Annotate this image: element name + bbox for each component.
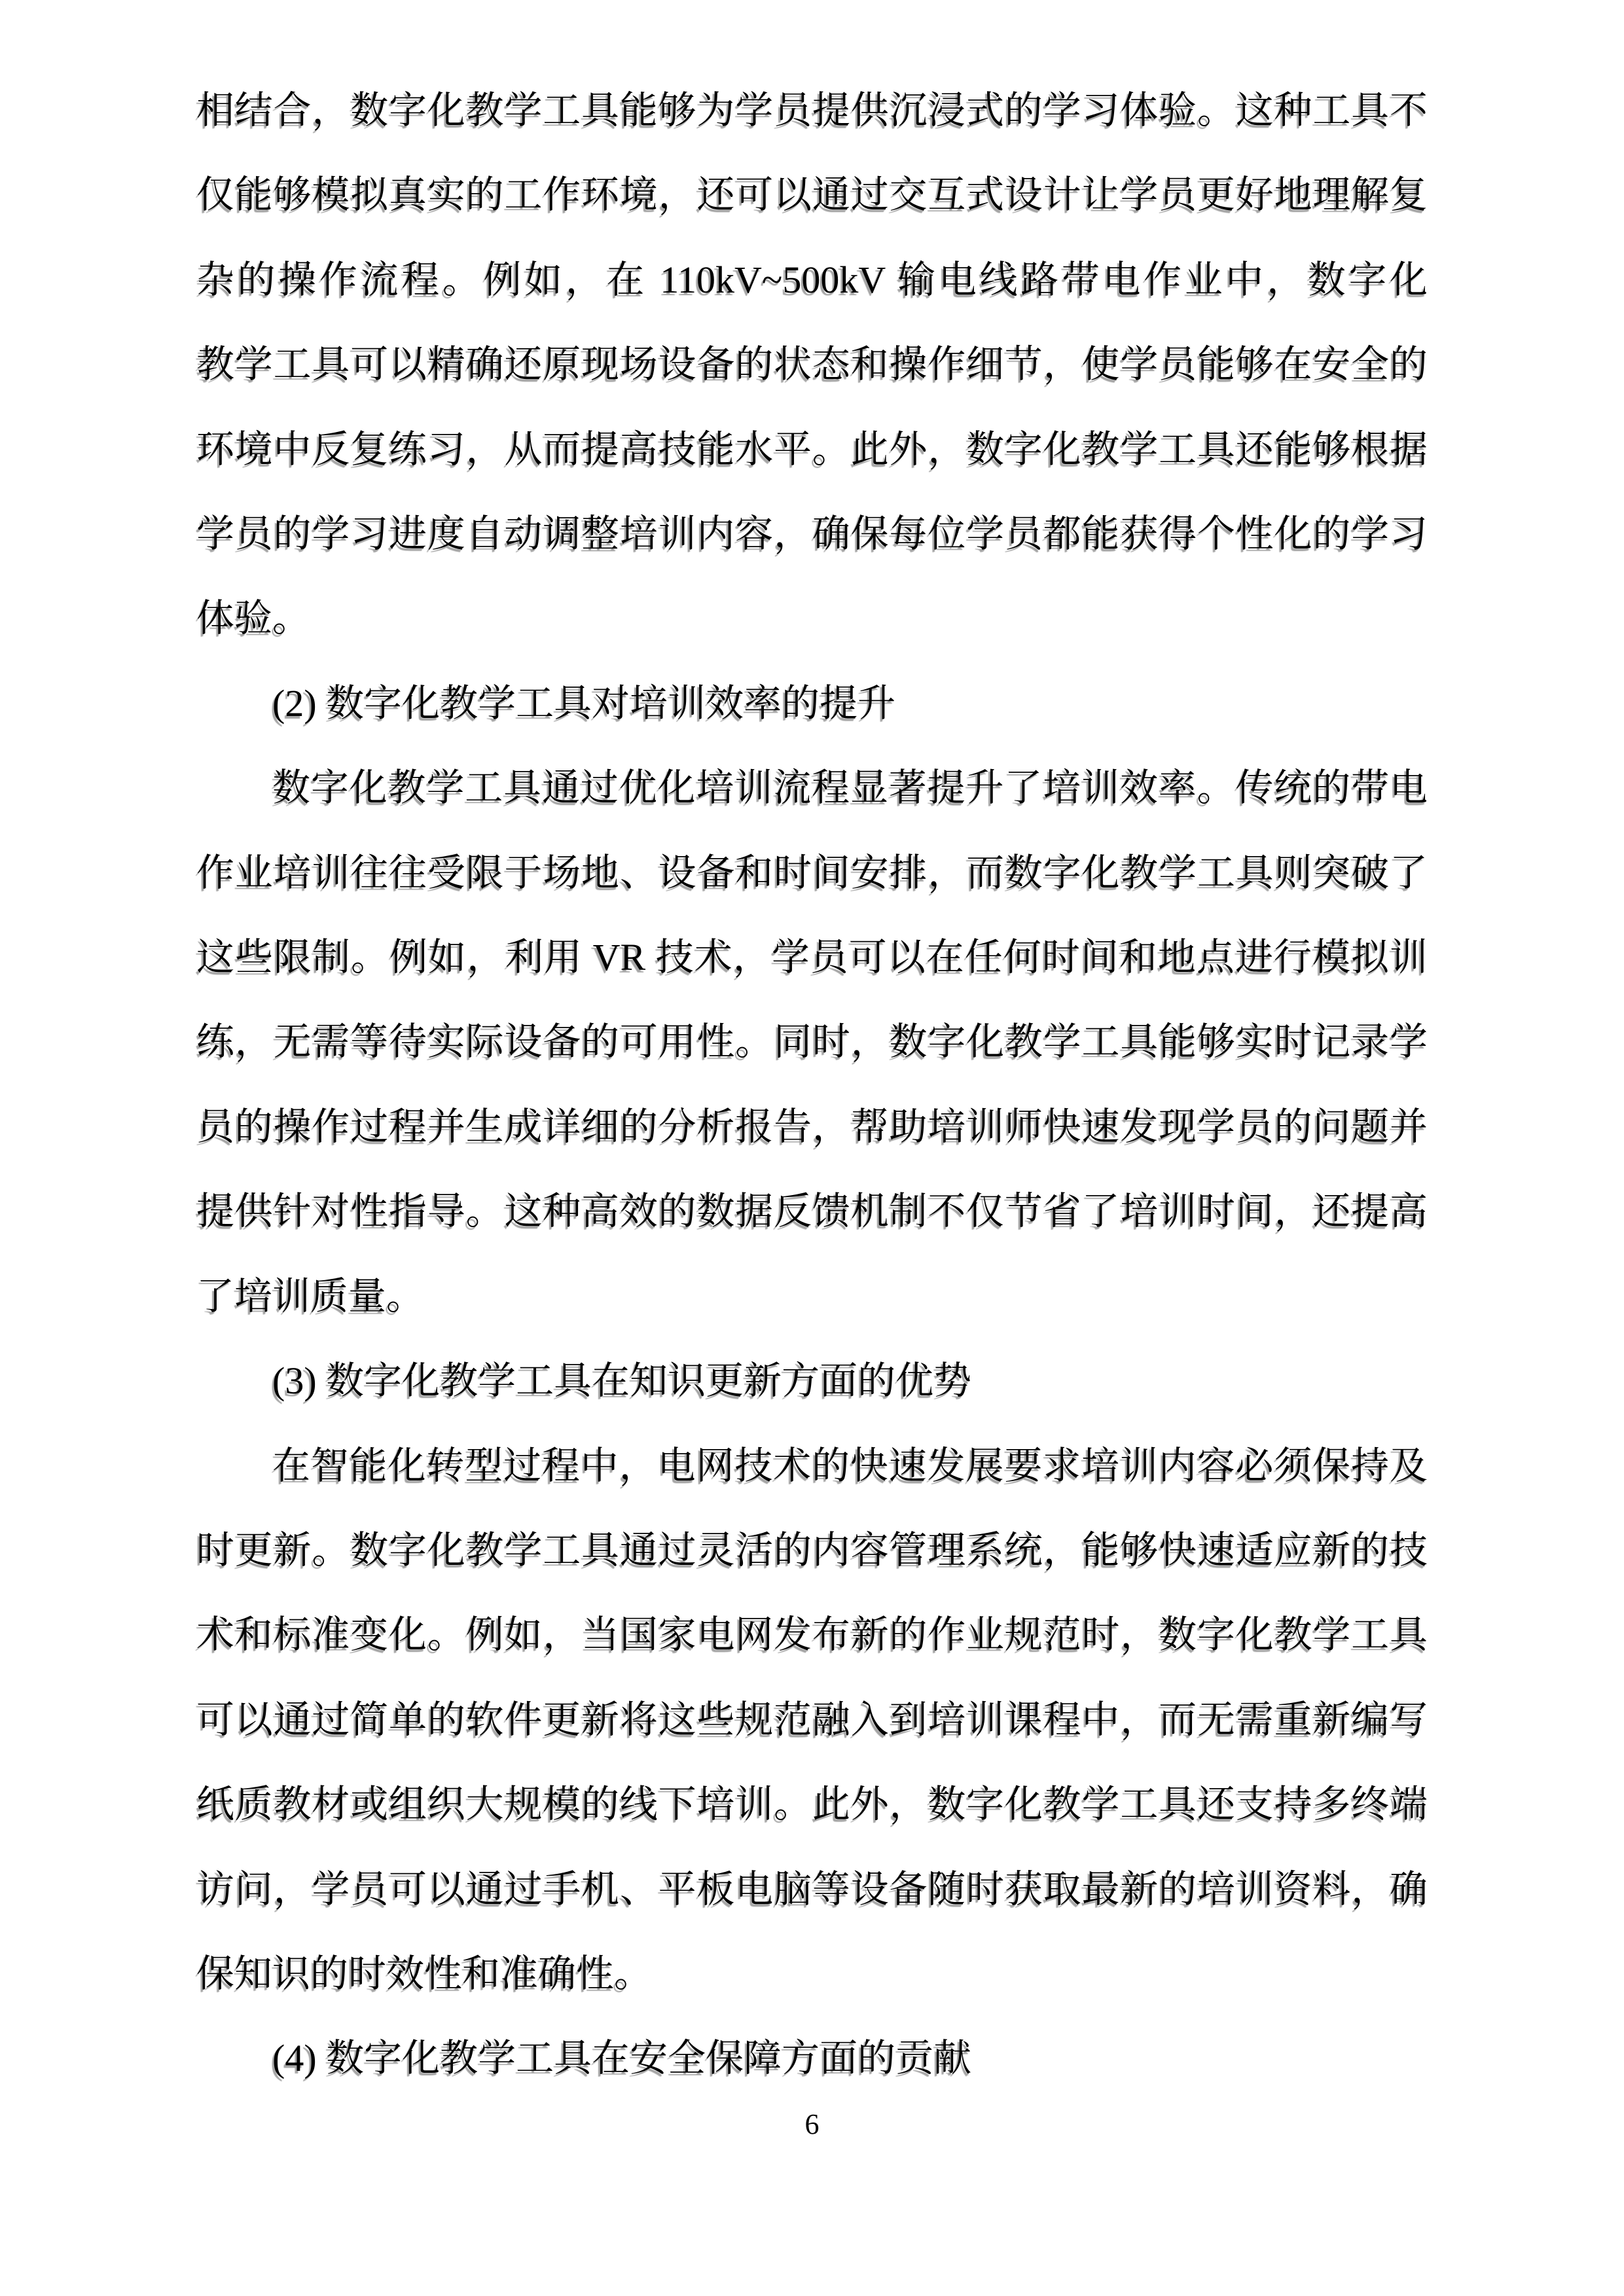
text-line: 时更新。数字化教学工具通过灵活的内容管理系统，能够快速适应新的技 — [196, 1528, 1428, 1571]
text-line: (3) 数字化教学工具在知识更新方面的优势 — [272, 1359, 972, 1403]
text-line: 教学工具可以精确还原现场设备的状态和操作细节，使学员能够在安全的 — [196, 343, 1428, 386]
text-line: 访问，学员可以通过手机、平板电脑等设备随时获取最新的培训资料，确 — [196, 1867, 1428, 1910]
page-number: 6 — [804, 2108, 820, 2140]
text-line: 学员的学习进度自动调整培训内容，确保每位学员都能获得个性化的学习 — [196, 512, 1428, 556]
text-line: 杂的操作流程。例如，在 110kV~500kV 输电线路带电作业中，数字化 — [196, 258, 1428, 301]
text-line: 体验。 — [196, 597, 311, 640]
text-line: 数字化教学工具通过优化培训流程显著提升了培训效率。传统的带电 — [272, 766, 1428, 810]
text-line: (4) 数字化教学工具在安全保障方面的贡献 — [272, 2037, 972, 2080]
text-line: 提供针对性指导。这种高效的数据反馈机制不仅节省了培训时间，还提高 — [196, 1190, 1428, 1233]
text-line: 练，无需等待实际设备的可用性。同时，数字化教学工具能够实时记录学 — [196, 1020, 1428, 1064]
text-line: 这些限制。例如，利用 VR 技术，学员可以在任何时间和地点进行模拟训 — [196, 936, 1428, 979]
text-line: 保知识的时效性和准确性。 — [196, 1952, 653, 1995]
text-line: 相结合，数字化教学工具能够为学员提供沉浸式的学习体验。这种工具不 — [196, 89, 1428, 132]
text-line: 在智能化转型过程中，电网技术的快速发展要求培训内容必须保持及 — [272, 1444, 1428, 1487]
text-line: 环境中反复练习，从而提高技能水平。此外，数字化教学工具还能够根据 — [196, 427, 1428, 471]
text-line: 仅能够模拟真实的工作环境，还可以通过交互式设计让学员更好地理解复 — [196, 173, 1428, 217]
text-line: 了培训质量。 — [196, 1274, 425, 1318]
text-line: 员的操作过程并生成详细的分析报告，帮助培训师快速发现学员的问题并 — [196, 1105, 1428, 1148]
text-line: 可以通过简单的软件更新将这些规范融入到培训课程中，而无需重新编写 — [196, 1698, 1428, 1741]
page-footer — [196, 2110, 1428, 2139]
text-line: (2) 数字化教学工具对培训效率的提升 — [272, 681, 896, 725]
text-line: 术和标准变化。例如，当国家电网发布新的作业规范时，数字化教学工具 — [196, 1613, 1428, 1657]
text-line: 纸质教材或组织大规模的线下培训。此外，数字化教学工具还支持多终端 — [196, 1783, 1428, 1826]
text-line: 作业培训往往受限于场地、设备和时间安排，而数字化教学工具则突破了 — [196, 851, 1428, 894]
document-body — [196, 68, 1428, 2101]
